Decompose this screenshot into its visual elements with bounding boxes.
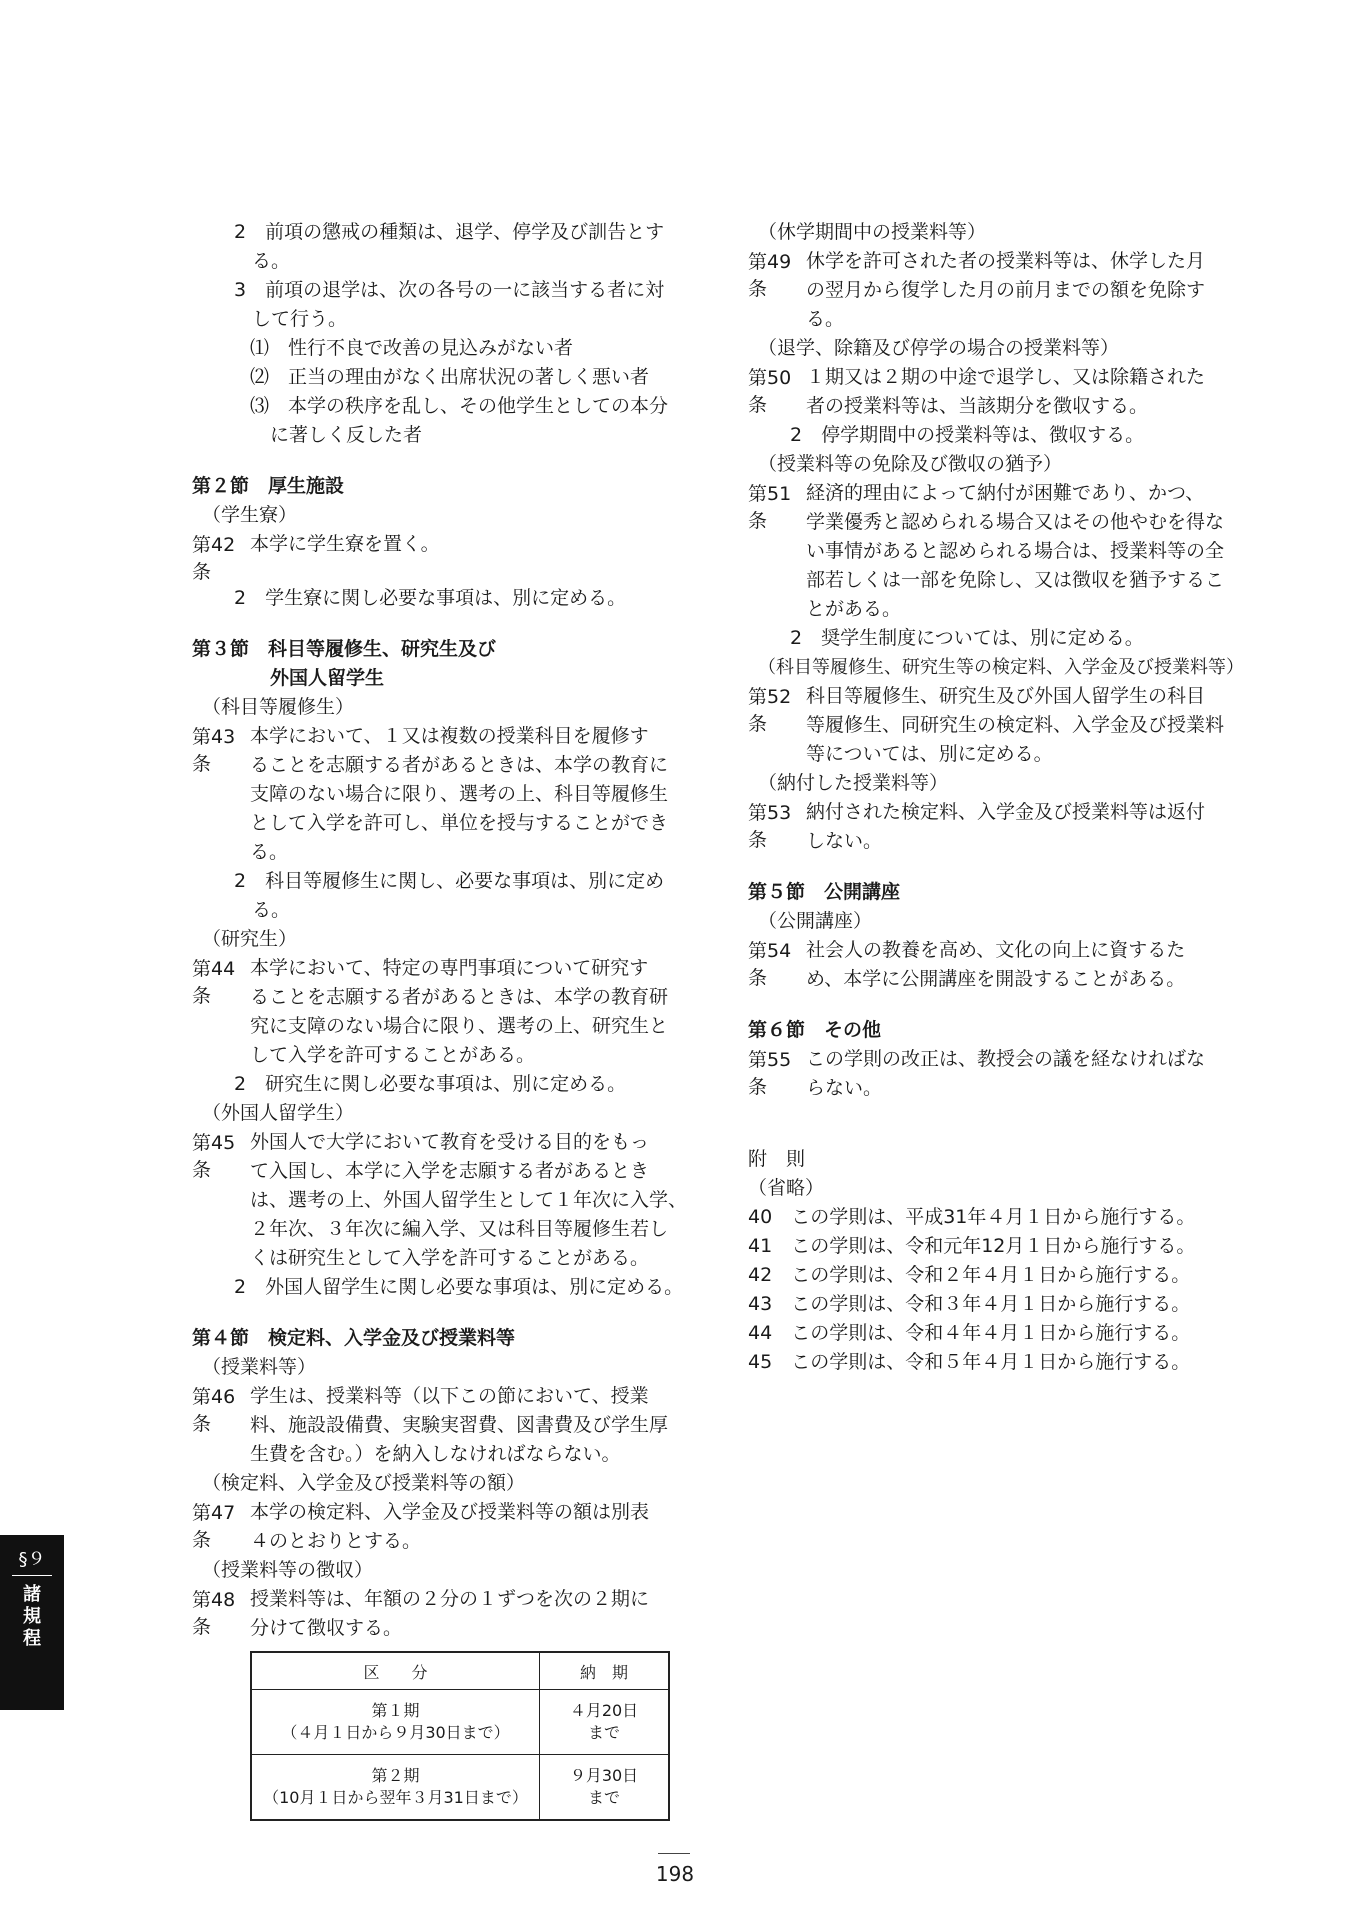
list-item: ⑶ 本学の秩序を乱し、その他学生としての本分 (250, 395, 669, 417)
article-48: 第48条 授業料等は、年額の２分の１ずつを次の２期に 分けて徴収する。 (192, 1588, 650, 1639)
page-number: 198 (655, 1862, 695, 1886)
payment-schedule-table (250, 1651, 670, 1821)
left-column (192, 218, 688, 1821)
section-2-title: 第２節 厚生施設 (192, 475, 345, 497)
column-header: 区 分 (251, 1652, 540, 1690)
article-46: 第46条 学生は、授業料等（以下この節において、授業 料、施設設備費、実験実習費、図書費及び学生厚 生費を含む。）を納入しなければならない。 (192, 1385, 669, 1465)
section-6-title: 第６節 その他 (748, 1019, 882, 1041)
article-41-items: ⑴ 性行不良で改善の見込みがない者 ⑵ 正当の理由がなく出席状況の著しく悪い者 ⑶ 本学の秩序を乱し、その他学生としての本分 に著しく反した者 (192, 334, 682, 450)
article-53: 第53条 納付された検定料、入学金及び授業料等は返付 しない。 (748, 801, 1206, 852)
article-52: 第52条 科目等履修生、研究生及び外国人留学生の科目 等履修生、同研究生の検定料、入学金及び授業料 等については、別に定める。 (748, 685, 1225, 765)
section-4-title: 第４節 検定料、入学金及び授業料等 (192, 1327, 516, 1349)
article-43: 第43条 本学において、１又は複数の授業科目を履修す ることを志願する者があるときは、本学の教育に 支障のない場合に限り、選考の上、科目等履修生 として入学を許可し、単位を授与することができ る。 (192, 725, 669, 863)
caption-dorm: （学生寮） (202, 504, 298, 526)
list-item: ⑴ 性行不良で改善の見込みがない者 (250, 337, 574, 359)
tab-divider (12, 1575, 52, 1576)
caption-choshu: （授業料等の徴収） (202, 1559, 374, 1581)
article-42-para-2: 2 学生寮に関し必要な事項は、別に定める。 (234, 587, 627, 609)
article-41-para-3: 3 前項の退学は、次の各号の一に該当する者に対 して行う。 (234, 279, 665, 330)
caption-menjo: （授業料等の免除及び徴収の猶予） (758, 453, 1063, 475)
article-42: 第42条 本学に学生寮を置く。 (192, 533, 440, 583)
section-5-title: 第５節 公開講座 (748, 881, 901, 903)
section-3-title: 第３節 科目等履修生、研究生及び (192, 638, 497, 660)
tab-label-char: 諸 (23, 1584, 41, 1605)
caption-koza: （公開講座） (758, 910, 873, 932)
article-55: 第55条 この学則の改正は、教授会の議を経なければな らない。 (748, 1048, 1206, 1099)
column-header: 納 期 (540, 1652, 670, 1690)
list-item: 40 この学則は、平成31年４月１日から施行する。 (748, 1206, 1196, 1228)
list-item: 45 この学則は、令和５年４月１日から施行する。 (748, 1351, 1191, 1373)
tab-label-char: 規 (23, 1606, 41, 1627)
omitted-note: （省略） (748, 1177, 825, 1199)
section-3-title-cont: 外国人留学生 (270, 667, 385, 689)
caption-gaku: （検定料、入学金及び授業料等の額） (202, 1472, 526, 1494)
caption-taigaku: （退学、除籍及び停学の場合の授業料等） (758, 337, 1120, 359)
caption-kenkyu: （研究生） (202, 928, 298, 950)
page-number-rule (658, 1853, 690, 1854)
article-49: 第49条 休学を許可された者の授業料等は、休学した月 の翌月から復学した月の前月までの額を免除す る。 (748, 250, 1206, 330)
caption-nofu: （納付した授業料等） (758, 772, 949, 794)
table-row: 第１期 （４月１日から９月30日まで） ４月20日 まで (251, 1690, 669, 1755)
article-45: 第45条 外国人で大学において教育を受ける目的をもっ て入国し、本学に入学を志願する者があるとき は、選考の上、外国人留学生として１年次に入学、 ２年次、３年次に編入学、又は科目等履修生若し くは研究生として入学を許可することがある。 (192, 1131, 688, 1269)
section-side-tab (0, 1535, 64, 1710)
article-50-para-2: 2 停学期間中の授業料等は、徴収する。 (790, 424, 1145, 446)
article-44: 第44条 本学において、特定の専門事項について研究す ることを志願する者があるときは、本学の教育研 究に支障のない場合に限り、選考の上、研究生と して入学を許可することがある。 (192, 957, 669, 1066)
list-item: 42 この学則は、令和２年４月１日から施行する。 (748, 1264, 1191, 1286)
section-number: §９ (18, 1549, 46, 1570)
caption-jugyo: （授業料等） (202, 1356, 317, 1378)
article-51: 第51条 経済的理由によって納付が困難であり、かつ、 学業優秀と認められる場合又はその他やむを得な い事情があると認められる場合は、授業料等の全 部若しくは一部を免除し、又は徴収を猶予するこ とがある。 (748, 482, 1225, 620)
list-item: ⑵ 正当の理由がなく出席状況の著しく悪い者 (250, 366, 650, 388)
article-41-para-2: 2 前項の懲戒の種類は、退学、停学及び訓告とす る。 (234, 221, 665, 272)
article-47: 第47条 本学の検定料、入学金及び授業料等の額は別表 ４のとおりとする。 (192, 1501, 650, 1552)
tab-label-char: 程 (23, 1628, 41, 1649)
table-header-row (251, 1652, 669, 1690)
caption-kyugaku: （休学期間中の授業料等） (758, 221, 987, 243)
table-row: 第２期 （10月１日から翌年３月31日まで） ９月30日 まで (251, 1755, 669, 1821)
article-45-para-2: 2 外国人留学生に関し必要な事項は、別に定める。 (234, 1276, 684, 1298)
caption-kentei: （科目等履修生、研究生等の検定料、入学金及び授業料等） (758, 657, 1244, 678)
article-51-para-2: 2 奨学生制度については、別に定める。 (790, 627, 1144, 649)
article-44-para-2: 2 研究生に関し必要な事項は、別に定める。 (234, 1073, 627, 1095)
right-column (748, 218, 1244, 1377)
caption-ryugaku: （外国人留学生） (202, 1102, 355, 1124)
article-54: 第54条 社会人の教養を高め、文化の向上に資するた め、本学に公開講座を開設することがある。 (748, 939, 1186, 990)
list-item: 41 この学則は、令和元年12月１日から施行する。 (748, 1235, 1196, 1257)
article-50: 第50条 １期又は２期の中途で退学し、又は除籍された 者の授業料等は、当該期分を徴収する。 (748, 366, 1206, 417)
list-item: 44 この学則は、令和４年４月１日から施行する。 (748, 1322, 1191, 1344)
supplementary-provisions-heading: 附 則 (748, 1148, 806, 1170)
article-43-para-2: 2 科目等履修生に関し、必要な事項は、別に定め る。 (234, 870, 665, 921)
caption-kamoku: （科目等履修生） (202, 696, 355, 718)
supplementary-provisions-list (748, 1203, 1238, 1377)
list-item: 43 この学則は、令和３年４月１日から施行する。 (748, 1293, 1191, 1315)
